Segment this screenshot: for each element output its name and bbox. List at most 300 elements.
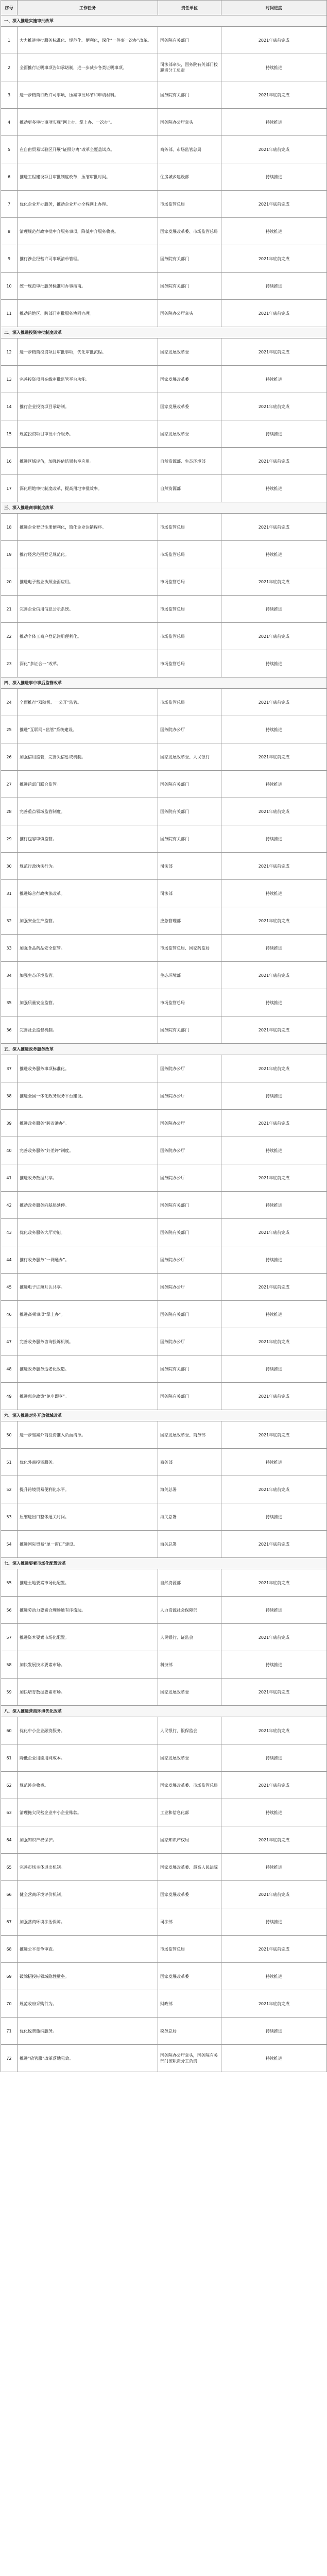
row-task: 进一步精简投资项目审批事项，优化审批流程。 [18,338,158,366]
document-page [1,0,326,2072]
table-row [1,475,327,502]
row-number: 31 [1,880,18,907]
row-unit: 国务院办公厅牵头 [158,300,221,327]
header-no: 序号 [1,1,18,15]
row-unit: 自然资源部、生态环境部 [158,448,221,475]
table-row [1,1328,327,1355]
row-task: 优化中小企业融资服务。 [18,1717,158,1744]
table-row [1,1990,327,2018]
row-time: 持续推进 [221,475,327,502]
row-time: 2021年底前完成 [221,448,327,475]
row-time: 2021年底前完成 [221,689,327,716]
table-row [1,596,327,623]
row-time: 持续推进 [221,1744,327,1772]
table-row [1,2018,327,2045]
row-task: 优化企业开办服务，推动企业开办全程网上办理。 [18,191,158,218]
section-title: 六、深入推进对外开放领域改革 [1,1410,327,1421]
row-number: 47 [1,1328,18,1355]
row-task: 推动跨地区、跨部门审批服务协同办理。 [18,300,158,327]
table-row [1,1772,327,1799]
row-time: 2021年底前完成 [221,27,327,54]
row-number: 44 [1,1246,18,1274]
row-unit: 国家发展改革委、市场监管总局 [158,1772,221,1799]
row-time: 持续推进 [221,825,327,853]
table-row [1,109,327,136]
row-task: 推进综合行政执法改革。 [18,880,158,907]
table-header [1,1,327,15]
section-title: 四、深入推进事中事后监管改革 [1,677,327,689]
row-unit: 海关总署 [158,1531,221,1558]
row-time: 2021年底前完成 [221,245,327,273]
row-unit: 国务院办公厅牵头，国务院有关部门按职责分工负责 [158,2045,221,2072]
row-unit: 国务院办公厅 [158,1246,221,1274]
row-unit: 国家发展改革委 [158,393,221,420]
table-row [1,1246,327,1274]
table-row [1,853,327,880]
row-time: 持续推进 [221,1908,327,1936]
row-unit: 国务院办公厅 [158,1110,221,1137]
row-time: 2021年底前完成 [221,853,327,880]
row-unit: 市场监管总局 [158,623,221,650]
row-number: 46 [1,1301,18,1328]
row-unit: 国务院办公厅 [158,1082,221,1110]
row-task: 清理拖欠民营企业中小企业账款。 [18,1799,158,1826]
row-number: 72 [1,2045,18,2072]
table-row [1,1055,327,1082]
row-task: 推行政务服务“一网通办”。 [18,1246,158,1274]
row-number: 65 [1,1854,18,1881]
row-time: 2021年底前完成 [221,962,327,989]
row-task: 推行企业投资项目承诺制。 [18,393,158,420]
row-time: 2021年底前完成 [221,798,327,825]
row-unit: 国家发展改革委 [158,420,221,448]
row-task: 完善政务服务“好差评”制度。 [18,1137,158,1164]
row-time: 2021年底前完成 [221,1421,327,1449]
row-task: 提升跨境贸易便利化水平。 [18,1476,158,1503]
row-number: 20 [1,568,18,596]
row-unit: 国家发展改革委、商务部 [158,1421,221,1449]
row-unit: 市场监管总局 [158,514,221,541]
row-time: 持续推进 [221,541,327,568]
row-task: 加强安全生产监管。 [18,907,158,935]
row-unit: 人力资源社会保障部 [158,1597,221,1624]
table-row [1,798,327,825]
row-task: 加快培育数据要素市场。 [18,1679,158,1706]
row-unit: 市场监管总局 [158,989,221,1016]
row-task: 完善重点领域监管制度。 [18,798,158,825]
row-unit: 国务院办公厅 [158,1164,221,1192]
table-row [1,163,327,191]
row-number: 58 [1,1651,18,1679]
table-row [1,1679,327,1706]
row-task: 推进工程建设项目审批制度改革，压缩审批时间。 [18,163,158,191]
row-task: 优化政务服务大厅功能。 [18,1219,158,1246]
row-time: 2021年底前完成 [221,1219,327,1246]
row-number: 26 [1,743,18,771]
table-row [1,1569,327,1597]
row-unit: 住房城乡建设部 [158,163,221,191]
row-number: 14 [1,393,18,420]
table-row [1,273,327,300]
row-time: 2021年底前完成 [221,1016,327,1044]
row-time: 持续推进 [221,1137,327,1164]
row-time: 2021年底前完成 [221,1164,327,1192]
row-time: 2021年底前完成 [221,514,327,541]
section-title: 七、深入推进要素市场化配置改革 [1,1558,327,1569]
row-time: 2021年底前完成 [221,1383,327,1410]
row-unit: 司法部 [158,880,221,907]
table-row [1,1963,327,1990]
row-number: 51 [1,1449,18,1476]
table-body [1,15,327,2072]
row-time: 持续推进 [221,163,327,191]
table-row [1,825,327,853]
row-number: 59 [1,1679,18,1706]
row-number: 8 [1,218,18,245]
row-time: 2021年底前完成 [221,907,327,935]
row-time: 2021年底前完成 [221,1531,327,1558]
row-unit: 工业和信息化部 [158,1799,221,1826]
table-row [1,1016,327,1044]
table-row [1,1383,327,1410]
row-number: 49 [1,1383,18,1410]
row-unit: 国家发展改革委 [158,1881,221,1908]
row-number: 10 [1,273,18,300]
table-row [1,1936,327,1963]
row-number: 67 [1,1908,18,1936]
table-row [1,338,327,366]
row-unit: 商务部、市场监管总局 [158,136,221,163]
row-task: 规范投资项目审批中介服务。 [18,420,158,448]
row-task: 推进资本要素市场化配置。 [18,1624,158,1651]
row-task: 进一步缩减外商投资准入负面清单。 [18,1421,158,1449]
row-number: 15 [1,420,18,448]
table-row [1,54,327,81]
table-row [1,689,327,716]
row-unit: 国家发展改革委 [158,1963,221,1990]
row-task: 推进惠企政策“免申即享”。 [18,1383,158,1410]
table-row [1,568,327,596]
table-row [1,541,327,568]
table-row [1,1449,327,1476]
row-time: 持续推进 [221,880,327,907]
row-time: 持续推进 [221,1597,327,1624]
table-row [1,81,327,109]
row-time: 持续推进 [221,596,327,623]
table-row [1,1476,327,1503]
row-task: 规范涉企收费。 [18,1772,158,1799]
table-row [1,136,327,163]
table-row [1,366,327,393]
row-unit: 司法部牵头，国务院有关部门按职责分工负责 [158,54,221,81]
table-row [1,218,327,245]
row-number: 55 [1,1569,18,1597]
row-task: 降低企业用能用网成本。 [18,1744,158,1772]
row-unit: 海关总署 [158,1476,221,1503]
row-time: 2021年底前完成 [221,1881,327,1908]
row-unit: 国务院办公厅 [158,716,221,743]
row-task: 加强质量安全监管。 [18,989,158,1016]
section-title: 二、深入推进投资审批制度改革 [1,327,327,338]
row-time: 2021年底前完成 [221,338,327,366]
row-unit: 人民银行、证监会 [158,1624,221,1651]
row-unit: 商务部 [158,1449,221,1476]
row-time: 持续推进 [221,420,327,448]
row-unit: 国务院有关部门 [158,81,221,109]
row-unit: 国务院办公厅 [158,1274,221,1301]
table-row [1,623,327,650]
row-number: 27 [1,771,18,798]
row-time: 持续推进 [221,1449,327,1476]
table-row [1,27,327,54]
table-row [1,2045,327,2072]
row-time: 持续推进 [221,1651,327,1679]
row-task: 加强营商环境法治保障。 [18,1908,158,1936]
row-unit: 市场监管总局 [158,191,221,218]
row-time: 2021年底前完成 [221,1717,327,1744]
row-task: 推进全国一体化政务服务平台建设。 [18,1082,158,1110]
row-task: 全面推行证明事项告知承诺制，进一步减少各类证明事项。 [18,54,158,81]
row-number: 12 [1,338,18,366]
row-number: 23 [1,650,18,677]
row-unit: 国务院有关部门 [158,1355,221,1383]
row-number: 57 [1,1624,18,1651]
row-task: 清理规范行政审批中介服务事项，降低中介服务收费。 [18,218,158,245]
row-number: 3 [1,81,18,109]
row-unit: 国家发展改革委 [158,1744,221,1772]
table-row [1,1355,327,1383]
row-number: 43 [1,1219,18,1246]
row-number: 22 [1,623,18,650]
row-unit: 应急管理部 [158,907,221,935]
row-unit: 国家发展改革委、市场监管总局 [158,218,221,245]
row-task: 完善社会监督机制。 [18,1016,158,1044]
section-title: 五、深入推进政务服务改革 [1,1044,327,1055]
row-time: 持续推进 [221,366,327,393]
row-task: 推进企业登记注册便利化，简化企业注销程序。 [18,514,158,541]
table-row [1,245,327,273]
row-unit: 国家发展改革委 [158,338,221,366]
row-task: 推进公平竞争审查。 [18,1936,158,1963]
table-row [1,1082,327,1110]
row-task: 规范行政执法行为。 [18,853,158,880]
row-time: 持续推进 [221,1854,327,1881]
section-header-row [1,1706,327,1717]
row-time: 持续推进 [221,273,327,300]
row-task: 推动更多审批事项实现“网上办、掌上办、一次办”。 [18,109,158,136]
row-time: 持续推进 [221,1301,327,1328]
table-row [1,1624,327,1651]
table-row [1,191,327,218]
row-unit: 自然资源部 [158,1569,221,1597]
table-row [1,650,327,677]
row-number: 39 [1,1110,18,1137]
row-time: 持续推进 [221,1799,327,1826]
table-row [1,716,327,743]
row-time: 2021年底前完成 [221,743,327,771]
row-number: 41 [1,1164,18,1192]
row-number: 2 [1,54,18,81]
table-row [1,1110,327,1137]
table-row [1,1651,327,1679]
header-time: 时间进度 [221,1,327,15]
row-task: 加强食品药品安全监管。 [18,935,158,962]
table-row [1,1744,327,1772]
row-number: 61 [1,1744,18,1772]
table-row [1,393,327,420]
row-time: 持续推进 [221,54,327,81]
row-time: 持续推进 [221,2045,327,2072]
row-number: 21 [1,596,18,623]
row-number: 37 [1,1055,18,1082]
row-unit: 国务院办公厅 [158,1328,221,1355]
row-time: 持续推进 [221,1355,327,1383]
row-time: 2021年底前完成 [221,1990,327,2018]
row-task: 进一步精简行政许可事项，压减审批环节和申请材料。 [18,81,158,109]
table-row [1,1219,327,1246]
row-number: 7 [1,191,18,218]
row-task: 推进区域评估，加强评估结果共享应用。 [18,448,158,475]
row-task: 推进电子证照互认共享。 [18,1274,158,1301]
row-time: 2021年底前完成 [221,1569,327,1597]
row-time: 2021年底前完成 [221,1274,327,1301]
row-task: 健全营商环境评价机制。 [18,1881,158,1908]
row-task: 加强生态环境监管。 [18,962,158,989]
row-number: 29 [1,825,18,853]
section-header-row [1,1410,327,1421]
row-unit: 国务院有关部门 [158,245,221,273]
row-time: 2021年底前完成 [221,1624,327,1651]
row-number: 60 [1,1717,18,1744]
table-row [1,1597,327,1624]
row-number: 71 [1,2018,18,2045]
row-task: 推动政务服务向基层延伸。 [18,1192,158,1219]
table-row [1,1137,327,1164]
section-header-row [1,15,327,27]
row-number: 52 [1,1476,18,1503]
section-header-row [1,327,327,338]
row-task: 推进政务服务适老化改造。 [18,1355,158,1383]
section-title: 三、深入推进商事制度改革 [1,502,327,514]
row-task: 加快发展技术要素市场。 [18,1651,158,1679]
row-number: 32 [1,907,18,935]
table-row [1,514,327,541]
row-task: 深化用地审批制度改革，提高用地审批效率。 [18,475,158,502]
row-number: 16 [1,448,18,475]
table-row [1,1301,327,1328]
row-time: 持续推进 [221,1963,327,1990]
row-unit: 国家发展改革委、最高人民法院 [158,1854,221,1881]
row-number: 4 [1,109,18,136]
row-number: 34 [1,962,18,989]
row-task: 优化外商投资服务。 [18,1449,158,1476]
table-row [1,1881,327,1908]
task-table [1,0,327,2072]
row-unit: 市场监管总局 [158,1936,221,1963]
section-title: 一、深入推进实施审批改革 [1,15,327,27]
row-unit: 市场监管总局、国家药监局 [158,935,221,962]
row-task: 完善政务服务咨询投诉机制。 [18,1328,158,1355]
row-time: 持续推进 [221,218,327,245]
row-unit: 自然资源部 [158,475,221,502]
row-number: 18 [1,514,18,541]
row-number: 63 [1,1799,18,1826]
row-task: 在自由贸易试验区开展“证照分离”改革全覆盖试点。 [18,136,158,163]
row-unit: 人民银行、银保监会 [158,1717,221,1744]
row-time: 2021年底前完成 [221,1936,327,1963]
row-time: 2021年底前完成 [221,1055,327,1082]
row-number: 48 [1,1355,18,1383]
row-number: 33 [1,935,18,962]
row-unit: 国务院有关部门 [158,1192,221,1219]
section-header-row [1,502,327,514]
table-row [1,1192,327,1219]
row-task: 推进政务服务事项标准化。 [18,1055,158,1082]
row-task: 推进政务服务“跨省通办”。 [18,1110,158,1137]
row-task: 优化税费缴纳服务。 [18,2018,158,2045]
row-number: 54 [1,1531,18,1558]
row-task: 推进电子营业执照全面应用。 [18,568,158,596]
header-task: 工作任务 [18,1,158,15]
row-number: 53 [1,1503,18,1531]
row-time: 2021年底前完成 [221,300,327,327]
table-row [1,743,327,771]
row-number: 38 [1,1082,18,1110]
row-unit: 国务院办公厅 [158,1137,221,1164]
row-number: 30 [1,853,18,880]
row-task: 推进“互联网+监管”系统建设。 [18,716,158,743]
row-time: 2021年底前完成 [221,136,327,163]
row-unit: 司法部 [158,1908,221,1936]
row-time: 2021年底前完成 [221,81,327,109]
row-time: 持续推进 [221,1192,327,1219]
row-unit: 国务院有关部门 [158,798,221,825]
row-number: 50 [1,1421,18,1449]
row-time: 2021年底前完成 [221,568,327,596]
row-number: 56 [1,1597,18,1624]
row-number: 13 [1,366,18,393]
row-number: 9 [1,245,18,273]
section-header-row [1,1558,327,1569]
table-row [1,1421,327,1449]
row-time: 2021年底前完成 [221,1826,327,1854]
table-row [1,1503,327,1531]
row-unit: 国务院办公厅 [158,1055,221,1082]
table-row [1,1854,327,1881]
table-row [1,1908,327,1936]
row-task: 推进高频事项“掌上办”。 [18,1301,158,1328]
row-unit: 市场监管总局 [158,689,221,716]
table-row [1,448,327,475]
row-unit: 国家发展改革委 [158,1679,221,1706]
row-task: 规范政府采购行为。 [18,1990,158,2018]
table-row [1,989,327,1016]
row-number: 25 [1,716,18,743]
table-row [1,1717,327,1744]
row-number: 11 [1,300,18,327]
row-time: 持续推进 [221,989,327,1016]
row-task: 全面推行“双随机、一公开”监管。 [18,689,158,716]
row-task: 完善企业信用信息公示系统。 [18,596,158,623]
row-task: 推进土地要素市场化配置。 [18,1569,158,1597]
table-row [1,907,327,935]
row-number: 6 [1,163,18,191]
row-time: 持续推进 [221,1082,327,1110]
table-row [1,1531,327,1558]
row-task: 大力推进审批服务标准化、规范化、便利化，深化“一件事一次办”改革。 [18,27,158,54]
row-task: 推进跨部门联合监管。 [18,771,158,798]
row-time: 2021年底前完成 [221,1772,327,1799]
